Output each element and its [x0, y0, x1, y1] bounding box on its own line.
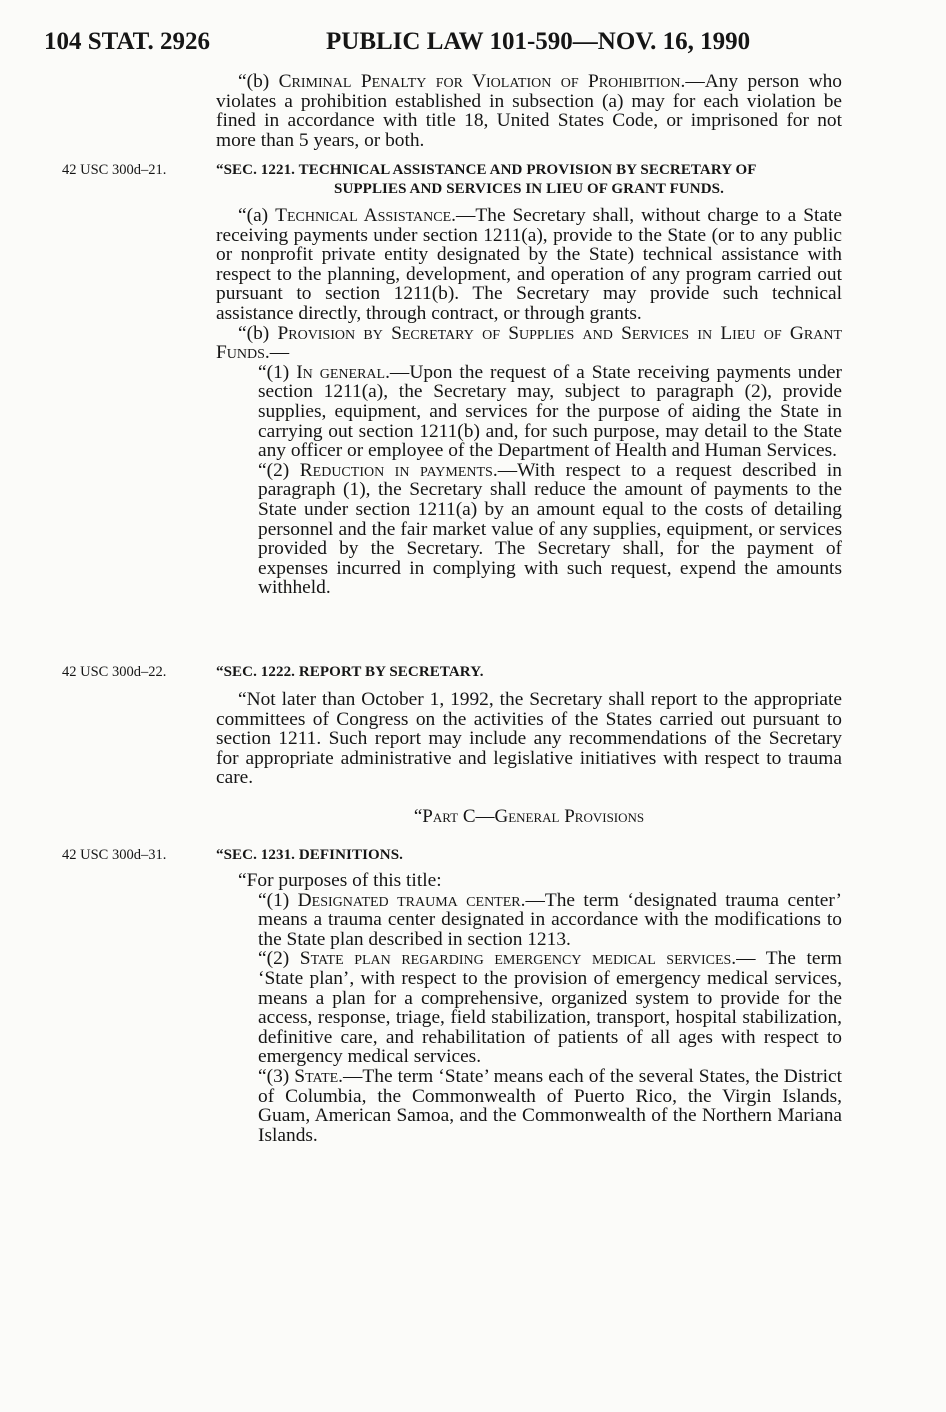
definition-state-plan: “(2) State plan regarding emergency medical services.— The term ‘State plan’, with respect to the provision of emergency medical services, means a plan for a comprehensive, organized system to provide for the access, response, triage, field stabilization, transport, hospital stabilization, definitive care, and rehabilitation of patients of all ages with respect to emergency medical services.	[258, 948, 842, 1068]
definitions-intro: “For purposes of this title:	[238, 870, 442, 891]
part-c-heading: “Part C—General Provisions	[413, 806, 645, 827]
page-header	[44, 24, 904, 60]
paragraph-reduction-in-payments: “(2) Reduction in payments.—With respect to a request described in paragraph (1), the Secretary shall reduce the amount of payments to the State under section 1211(a) by an amount equal to the costs of detailing personnel and the fair market value of any supplies, equipment, or services provided by the Secretary. The Secretary shall, for the payment of expenses incurred in complying with such request, expend the amounts withheld.	[258, 459, 842, 599]
paragraph-in-general: “(1) In general.—Upon the request of a State receiving payments under section 1211(a), the Secretary may, subject to paragraph (2), provide supplies, equipment, and services for the purpose of aiding the State in carrying out section 1211(b) and, for such purpose, may detail to the State any officer or employee of the Department of Health and Human Services.	[258, 361, 842, 462]
section-1222-heading: “SEC. 1222. REPORT BY SECRETARY.	[216, 664, 484, 680]
definition-designated-trauma-center: “(1) Designated trauma center.—The term ‘designated trauma center’ means a trauma center designated in accordance with the modifications to the State plan described in section 1213.	[258, 889, 842, 950]
section-1231-heading: “SEC. 1231. DEFINITIONS.	[216, 847, 404, 863]
criminal-penalty-heading: Criminal Penalty for Violation of Prohibition.	[278, 71, 686, 92]
section-1222-body: “Not later than October 1, 1992, the Secretary shall report to the appropriate committees of Congress on the activities of the States carried out pursuant to section 1211. Such report may include any recommendations of the Secretary for appropriate administrative and legislative initiatives with respect to trauma care.	[216, 689, 842, 789]
criminal-penalty-paragraph: “(b) Criminal Penalty for Violation of Prohibition.—Any person who violates a prohibition established in subsection (a) may for each violation be fined in accordance with title 18, United States Code, or imprisoned for not more than 5 years, or both.	[216, 71, 842, 151]
margin-note-1221: 42 USC 300d–21.	[62, 162, 167, 178]
margin-note-1231: 42 USC 300d–31.	[62, 847, 167, 863]
stat-page-number: 104 STAT. 2926	[44, 28, 210, 55]
definition-state: “(3) State.—The term ‘State’ means each of the several States, the District of Columbia, the Commonwealth of Puerto Rico, the Virgin Islands, Guam, American Samoa, and the Commonwealth of the Northern Mariana Islands.	[258, 1065, 842, 1146]
section-1221-heading: “SEC. 1221. TECHNICAL ASSISTANCE AND PROVISION BY SECRETARY OF SUPPLIES AND SERVICES IN LIEU OF GRANT FUNDS.	[216, 162, 757, 197]
margin-note-1222: 42 USC 300d–22.	[62, 664, 167, 680]
paragraph-technical-assistance: “(a) Technical Assistance.—The Secretary shall, without charge to a State receiving payments under section 1211(a), provide to the State (or to any public or nonprofit private entity designated by the State) technical assistance with respect to the planning, development, and operation of any program carried out pursuant to section 1211(b). The Secretary may provide such technical assistance directly, through contract, or through grants.	[216, 205, 842, 324]
section-1221-body	[216, 206, 842, 598]
paragraph-provision-by-secretary: “(b) Provision by Secretary of Supplies and Services in Lieu of Grant Funds.—	[216, 322, 842, 364]
public-law-citation: PUBLIC LAW 101-590—NOV. 16, 1990	[326, 28, 751, 55]
section-1231-body	[216, 871, 842, 1145]
